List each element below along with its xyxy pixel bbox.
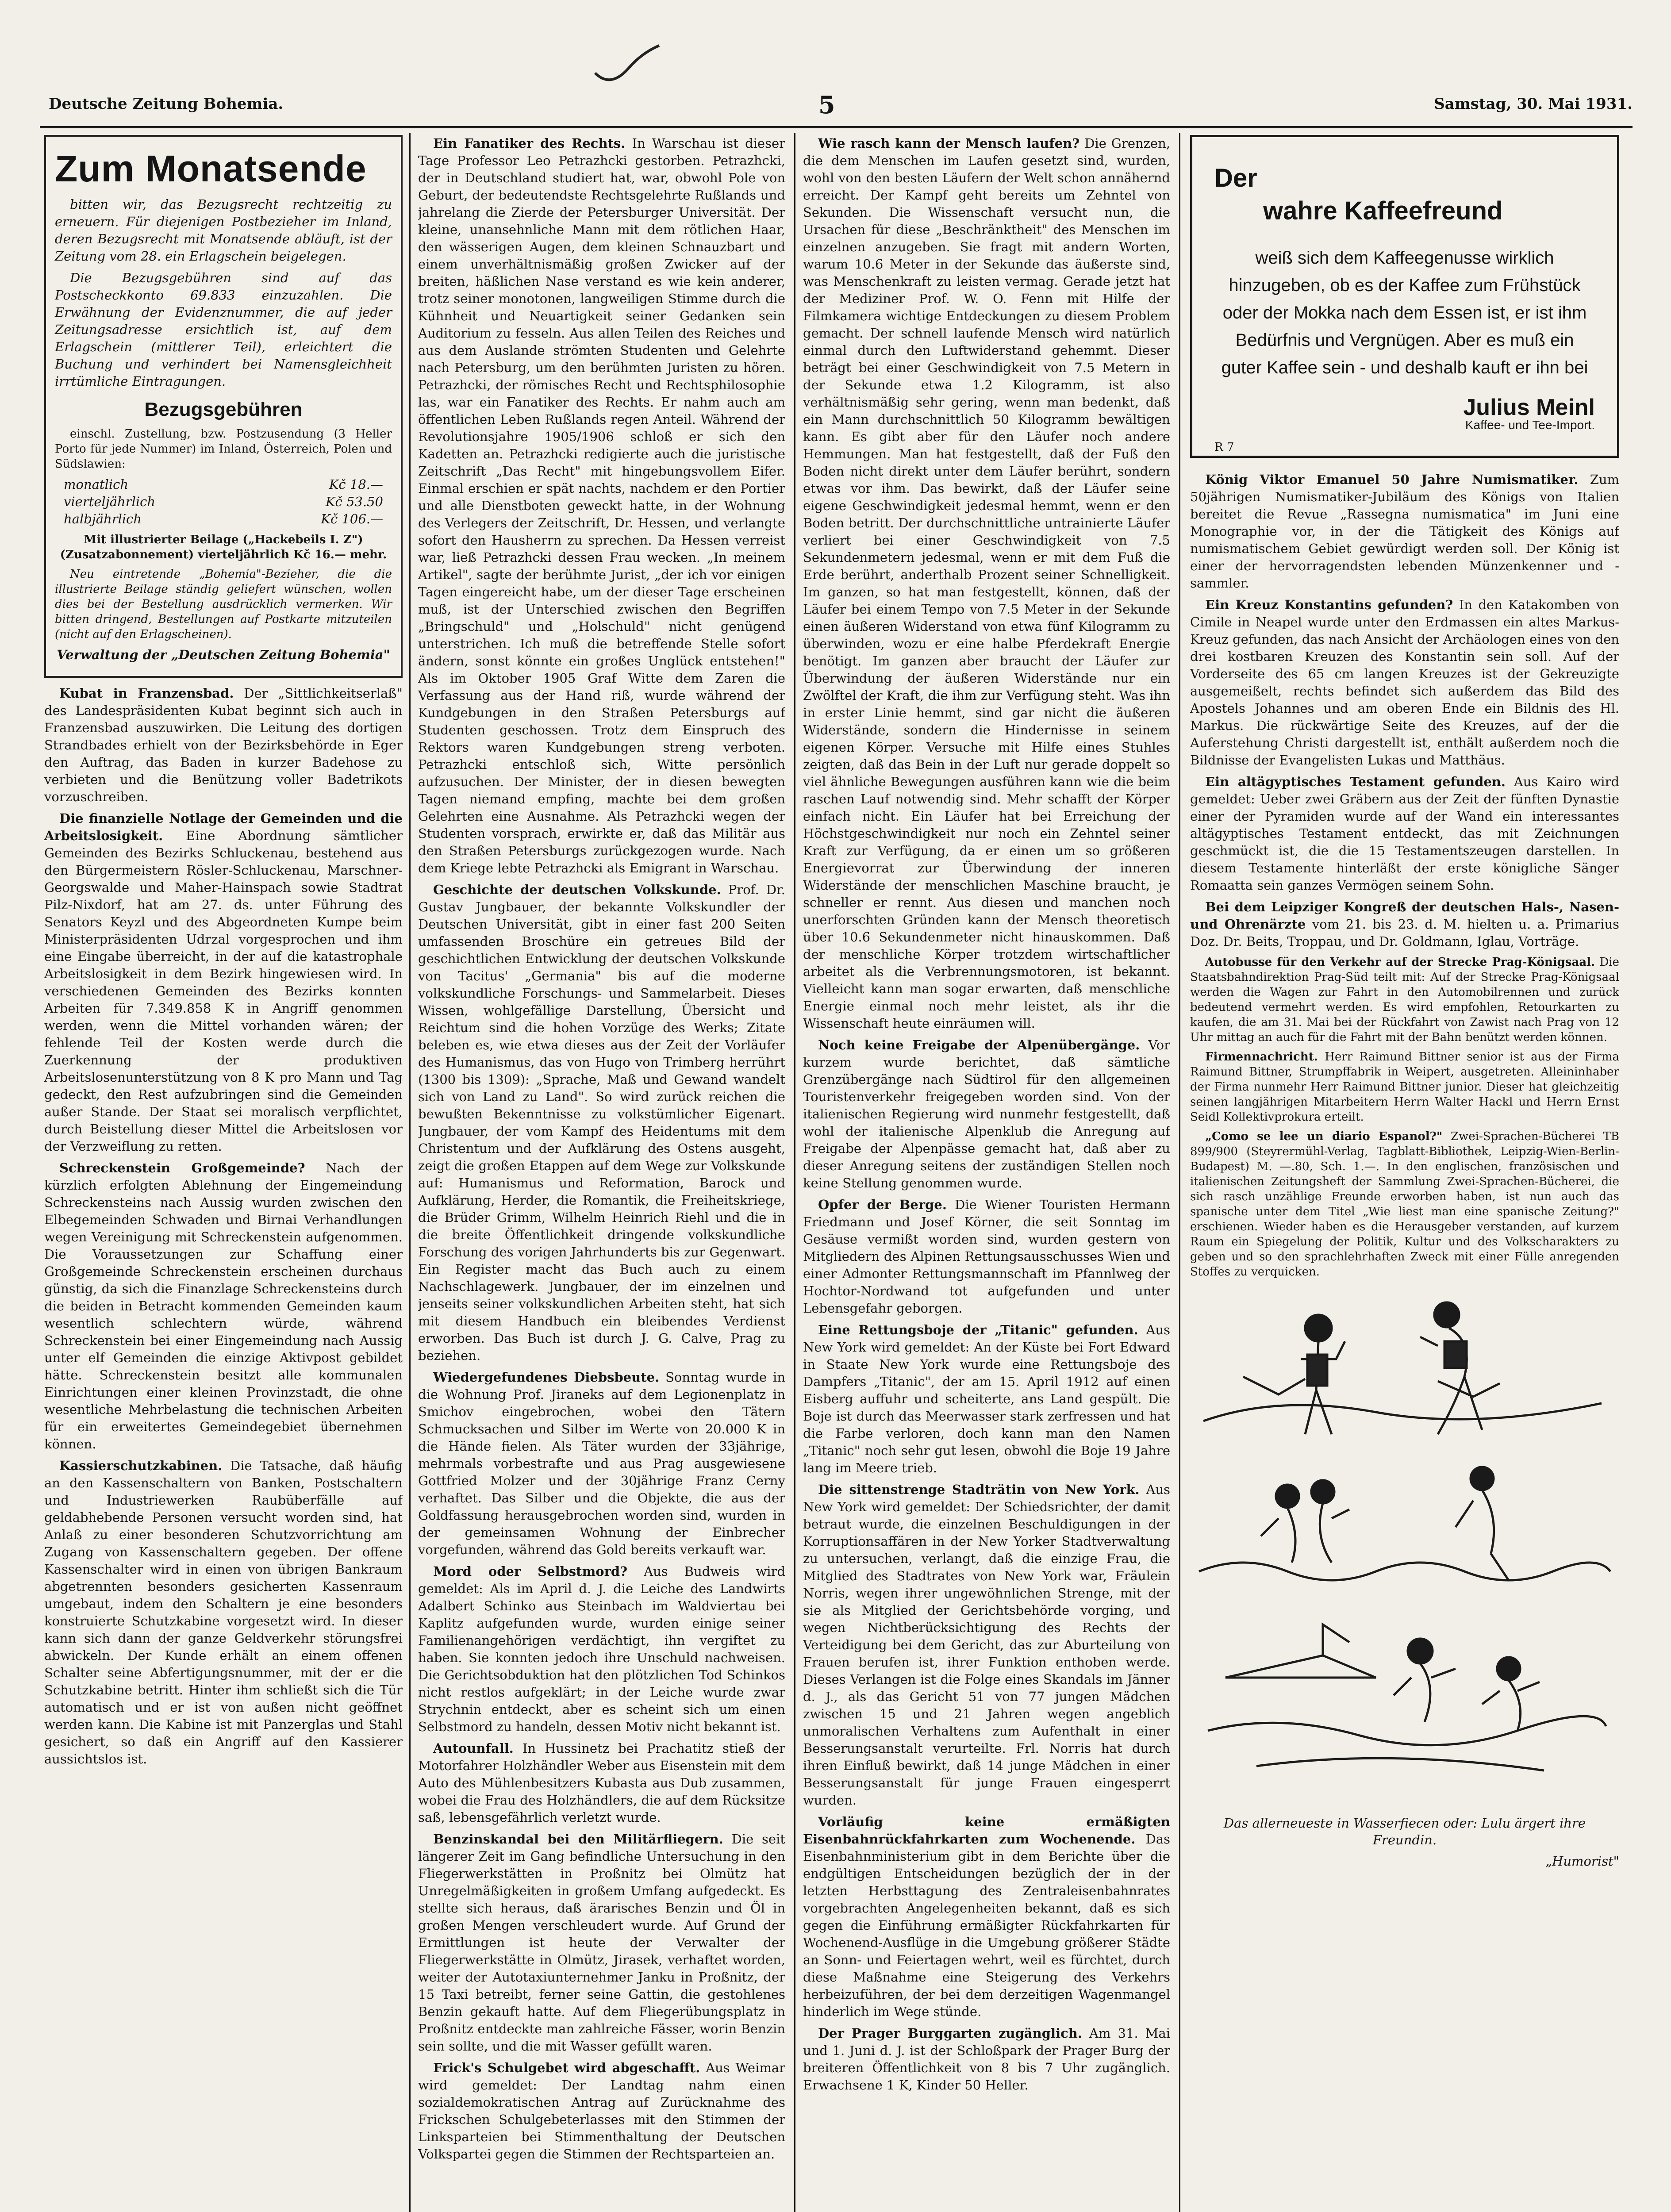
pencil-mark-icon [593, 42, 664, 91]
article: Eine Rettungsboje der „Titanic" gefunden. Aus New York wird gemeldet: An der Küste bei Fort Edward in Staate New York wurde eine Rettungsboje des Dampfers „Titanic", der am 15. April 1912 auf einen Eisberg auffuhr und scheiterte, ans Land gespült. Die Boje ist durch das Meerwasser stark zerfressen und hat die Farbe verloren, doch kann man den Namen „Titanic" noch sehr gut lesen, obwohl die Boje 19 Jahre lang im Meere trieb. [803, 1322, 1170, 1475]
cartoon-source: „Humorist" [1545, 1854, 1619, 1869]
fees-title: Bezugsgebühren [144, 399, 303, 420]
administration-signature: Verwaltung der „Deutschen Zeitung Bohemia" [57, 647, 390, 662]
issue-date: Samstag, 30. Mai 1931. [1434, 95, 1633, 113]
article: Bei dem Leipziger Kongreß der deutschen Hals-, Nasen- und Ohrenärzte vom 21. bis 23. d. M. hielten u. a. Primarius Doz. Dr. Beits, Troppau, und Dr. Goldmann, Iglau, Vorträge. [1190, 899, 1619, 949]
cartoon-illustration [1190, 1288, 1619, 1869]
notice-intro: bitten wir, das Bezugsrecht rechtzeitig zu erneuern. Für diejenigen Postbezieher im Inland, deren Bezugsrecht mit Monatsende abläuft, ist der Zeitung vom 28. ein Erlagschein beigelegen. [55, 197, 392, 264]
article: Noch keine Freigabe der Alpenübergänge. Vor kurzem wurde berichtet, daß sämtliche Grenzübergänge nach Südtirol für den allgemeinen Touristenverkehr freigegeben worden sind. Von der italienischen Regierung wird nunmehr festgestellt, daß wohl der italienische Alpenklub die Anregung auf Freigabe der Alpenpässe gemacht hat, daß aber zu dieser Anregung seitens der zuständigen Stellen noch keine Stellung genommen wurde. [803, 1037, 1170, 1190]
column-4 [1190, 135, 1619, 2212]
article: Opfer der Berge. Die Wiener Touristen Hermann Friedmann und Josef Körner, die seit Sonntag im Gesäuse vermißt worden sind, wurden gestern von Mitgliedern des Alpinen Rettungsausschusses Wien und einer Admonter Rettungsmannschaft im Pfannlweg der Hochtor-Nordwand tot aufgefunden und unter Lebensgefahr geborgen. [803, 1197, 1170, 1316]
new-subscribers-note: Neu eintretende „Bohemia"-Bezieher, die die illustrierte Beilage ständig geliefert wünschen, wollen dies bei der Bestellung ausdrücklich vermerken. Wir bitten dringend, Bestellungen auf Postkarte mitzuteilen (nicht auf den Erlagscheinen). [55, 568, 392, 641]
ad-company-sub: Kaffee- und Tee-Import. [1465, 418, 1595, 432]
notice-title: Zum Monatsende [55, 148, 367, 189]
column-rule [794, 133, 795, 2212]
article: Vorläufig keine ermäßigten Eisenbahnrückfahrkarten zum Wochenende. Das Eisenbahnministerium gibt in dem Berichte über die endgültigen Entscheidungen bezüglich der in der letzten Herbsttagung des Zentraleisenbahnrates vorgebrachten Angelegenheiten bekannt, daß es sich gegen die Einführung ermäßigter Rückfahrkarten für Wochenend-Ausflüge in die Umgebung größerer Städte an Sonn- und Feiertagen wehrt, weil es fürchtet, durch diese Maßnahme eine Steigerung des Verkehrs herbeizuführen, der bei dem derzeitigen Wagenmangel hinderlich im Wege stünde. [803, 1814, 1170, 2019]
article: „Como se lee un diario Espanol?" Zwei-Sprachen-Bücherei TB 899/900 (Steyrermühl-Verlag, Tagblatt-Bibliothek, Leipzig-Wien-Berlin-Budapest) M. —.80, Sch. 1.—. In den englischen, französischen und italienischen Zeitungsheft der Sammlung Zwei-Sprachen-Bücherei, die sich rasch unzählige Freunde erworben haben, ist nun auch das spanische unter dem Titel „Wie liest man eine spanische Zeitung?" erschienen. Wieder haben es die Herausgeber verstanden, auf kurzem Raum ein Spiegelung der Politik, Kultur und des Volkscharakters zu geben und so den sprachlehrhaften Zweck mit einer Fülle anregenden Stoffes zu verquicken. [1190, 1130, 1619, 1279]
article: Ein Kreuz Konstantins gefunden? In den Katakomben von Cimile in Neapel wurde unter den Erdmassen ein altes Markus-Kreuz gefunden, das nach Ansicht der Archäologen eines von den drei kostbaren Kreuzen des Konstantin sein soll. Auf der Vorderseite des 65 cm langen Kreuzes ist der Gekreuzigte ausgemeißelt, rechts befindet sich außerdem das Bild des Apostels Johannes und am oberen Ende ein Bildnis des Hl. Markus. Die rückwärtige Seite des Kreuzes, auf der die Auferstehung Christi dargestellt ist, enthält außerdem noch die Bildnisse der Evangelisten Lukas und Matthäus. [1190, 597, 1619, 768]
column-2 [418, 135, 785, 2212]
ad-title-line1: Der [1214, 164, 1257, 192]
fee-row: monatlich Kč 18.— [64, 477, 383, 492]
article: Autobusse für den Verkehr auf der Strecke Prag-Königsaal. Die Staatsbahndirektion Prag-Süd teilt mit: Auf der Strecke Prag-Königsaal werden die Wagen zur Fahrt in den Automobilrennen und zurück bedeutend vermehrt werden. Es wird empfohlen, Retourkarten zu kaufen, die am 31. Mai bei der Rückfahrt von Zawist nach Prag von 12 Uhr mittag an auch für die Fahrt mit der Bahn benützt werden können. [1190, 956, 1619, 1044]
column-1 [44, 135, 403, 2212]
article: Autounfall. In Hussinetz bei Prachatitz stieß der Motorfahrer Holzhändler Weber aus Eisenstein mit dem Auto des Mühlenbesitzers Kubasta aus Dub zusammen, wobei die Frau des Holzhändlers, die auf dem Rücksitze saß, lebensgefährlich verletzt wurde. [418, 1741, 785, 1825]
article: Geschichte der deutschen Volkskunde. Prof. Dr. Gustav Jungbauer, der bekannte Volkskundler der Deutschen Universität, gibt in einer fast 200 Seiten umfassenden Broschüre ein getreues Bild der geschichtlichen Entwicklung der deutschen Volkskunde von Tacitus' „Germania" bis auf die moderne volkskundliche Forschungs- und Sammelarbeit. Dieses Wissen, wohlgefällige Darstellung, Übersicht und Reichtum sind die hohen Vorzüge des Werks; Zitate beleben es, wie etwa dieses aus der Zeit der Vorläufer des Humanismus, das von Hugo von Trimberg herrührt (1300 bis 1309): „Sprache, Maß und Gewand wandelt sich von Land zu Land". So wird zurück reichen die bewußten Bekenntnisse zu volkstümlicher Eigenart. Jungbauer, der vom Kampf des Heidentums mit dem Christentum und der Aufklärung des Ostens ausgeht, zeigt die großen Etappen auf dem Wege zur Volkskunde auf: Humanismus und Reformation, Barock und Aufklärung, Herder, die Romantik, die Freiheitskriege, die Brüder Grimm, Wilhelm Heinrich Riehl und die in die breite Öffentlichkeit dringende volkskundliche Forschung des vorigen Jahrhunderts bis zur Gegenwart. Ein Register macht das Buch auch zu einem Nachschlagewerk. Jungbauer, der im einzelnen und jenseits seiner volkskundlichen Arbeiten steht, hat sich mit diesem Handbuch ein bleibendes Verdienst erworben. Das Buch ist durch J. G. Calve, Prag zu beziehen. [418, 882, 785, 1363]
article: Benzinskandal bei den Militärfliegern. Die seit längerer Zeit im Gang befindliche Untersuchung in den Fliegerwerkstätten in Proßnitz bei Olmütz hat Unregelmäßigkeiten in großem Umfang aufgedeckt. Es stellte sich heraus, daß ärarisches Benzin und Öl in großen Mengen verschleudert wurde. Auf Grund der Ermittlungen ist heute der Verwalter der Fliegerwerkstätte in Olmütz, Jirasek, verhaftet worden, weiter der Autotaxiunternehmer Janku in Proßnitz, der 15 Taxi betreibt, ferner seine Gattin, die gestohlenes Benzin gekauft hatte. Auf dem Fliegerübungsplatz in Proßnitz entdeckte man zahlreiche Fässer, worin Benzin sein sollte, und die mit Wasser gefüllt waren. [418, 1832, 785, 2054]
cartoon-caption: Das allerneueste in Wasserfiecen oder: Lulu ärgert ihre Freundin. [1223, 1816, 1586, 1847]
notice-para: Die Bezugsgebühren sind auf das Postscheckkonto 69.833 einzuzahlen. Die Erwähnung der Evidenznummer, die auf jeder Zeitungsadresse ersichtlich ist, auf dem Erlagschein (mittlerer Teil), erleichtert die Buchung und verhindert bei Namensgleichheit irrtümliche Eintragungen. [55, 270, 392, 389]
column-rule [1179, 133, 1180, 2212]
fee-row: vierteljährlich Kč 53.50 [64, 494, 383, 509]
header-rule [40, 126, 1633, 128]
beach-cartoon-icon [1190, 1288, 1615, 1806]
ad-title-line2: wahre Kaffeefreund [1263, 196, 1503, 225]
article: Die finanzielle Notlage der Gemeinden und die Arbeitslosigkeit. Eine Abordnung sämtlicher Gemeinden des Bezirks Schluckenau, bestehend aus den Bürgermeistern Rösler-Schluckenau, Marschner-Georgswalde und Maher-Hainspach sowie Stadtrat Pilz-Nixdorf, hat am 27. ds. unter Führung des Senators Keyzl und des Abgeordneten Kumpe beim Ministerpräsidenten Udrzal vorgesprochen und ihm eine Eingabe überreicht, in der auf die katastrophale Arbeitslosigkeit in dem Bezirk hingewiesen wird. In verschiedenen Gemeinden des Bezirks konnten Arbeiten für 7.349.858 K in Angriff genommen werden, wenn die Mittel vorhanden wären; der fehlende Teil der Kosten werde durch die Zuerkennung der produktiven Arbeitslosenunterstützung von 8 K pro Mann und Tag gedeckt, den Rest aufzubringen sind die Gemeinden außer Stande. Der Staat sei moralisch verpflichtet, durch Beistellung dieser Mittel die Arbeitslosen vor der Verzweiflung zu retten. [44, 811, 403, 1154]
coffee-advertisement [1190, 135, 1619, 458]
page-number: 5 [818, 91, 835, 119]
article: Kassierschutzkabinen. Die Tatsache, daß häufig an den Kassenschaltern von Banken, Postschaltern und Industriewerken Raubüberfälle auf geldabhebende Personen versucht worden sind, hat Anlaß zu einer besonderen Schutzvorrichtung am Zugang von Kassenschaltern gegeben. Der offene Kassenschalter wird in einen von übrigen Bankraum abgetrennten besonders gesicherten Kassenraum umgebaut, indem den Schaltern je eine besonders konstruierte Schutzkabine vorgesetzt wird. In dieser kann sich dann der ganze Geldverkehr störungsfrei abwickeln. Der Kunde erhält an einem offenen Schalter seine Abfertigungsnummer, mit der er die Schutzkabine betritt. Hinter ihm schließt sich die Tür automatisch und er ist von außen nicht geöffnet werden kann. Die Kabine ist mit Panzerglas und Stahl gesichert, so daß ein Angriff auf den Kassierer aussichtslos ist. [44, 1458, 403, 1767]
page-header [40, 91, 1633, 126]
article: Firmennachricht. Herr Raimund Bittner senior ist aus der Firma Raimund Bittner, Strumpffabrik in Weipert, ausgetreten. Alleininhaber der Firma nunmehr Herr Raimund Bittner junior. Dieser hat gleichzeitig seinen langjährigen Mitarbeitern Herrn Walter Hackl und Herrn Ernst Seidl Kollektivprokura erteilt. [1190, 1050, 1619, 1124]
ad-company: Julius Meinl [1463, 395, 1595, 420]
subscription-notice [44, 135, 403, 678]
article: König Viktor Emanuel 50 Jahre Numismatiker. Zum 50jährigen Numismatiker-Jubiläum des Königs von Italien bereitet die Revue „Rassegna numismatica" im Juni eine Monographie vor, in der die Tätigkeit des Königs auf numismatischem Gebiet gewürdigt werden soll. Der König ist einer der hervorragendsten lebenden Münzenkenner und -sammler. [1190, 472, 1619, 591]
paper-name: Deutsche Zeitung Bohemia. [49, 95, 284, 113]
article: Wiedergefundenes Diebsbeute. Sonntag wurde in die Wohnung Prof. Jiraneks auf dem Legionenplatz in Smichov eingebrochen, wobei den Tätern Schmucksachen und Silber im Werte von 20.000 K in die Hände fielen. Als Täter wurden der 33jährige, mehrmals vorbestrafte und aus Prag ausgewiesene Gottfried Molzer und der 30jährige Franz Cerny verhaftet. Das Silber und die Objekte, die aus der Goldfassung herausgebrochen worden sind, wurden in der gemeinsamen Wohnung der Einbrecher vorgefunden, während das Gold bereits verkauft war. [418, 1370, 785, 1557]
column-rule [409, 133, 411, 2212]
column-3 [803, 135, 1170, 2212]
article: Der Prager Burggarten zugänglich. Am 31. Mai und 1. Juni d. J. ist der Schloßpark der Prager Burg der breiteren Öffentlichkeit von 8 bis 7 Uhr zugänglich. Erwachsene 1 K, Kinder 50 Heller. [803, 2026, 1170, 2093]
ad-body: weiß sich dem Kaffeegenusse wirklich hinzugeben, ob es der Kaffee zum Frühstück oder der Mokka nach dem Essen ist, er ist ihm Bedürfnis und Vergnügen. Aber es muß ein guter Kaffee sein - und deshalb kauft er ihn bei [1221, 248, 1588, 377]
article: Wie rasch kann der Mensch laufen? Die Grenzen, die dem Menschen im Laufen gesetzt sind, wurden, wohl von den besten Läufern der Welt schon annähernd erreicht. Der Kampf geht bereits um Zehntel von Sekunden. Die Wissenschaft versucht nun, die Ursachen für diese „Beschränktheit" des Menschen im einzelnen anzugeben. Sie fragt mit andern Worten, warum 10.6 Meter in der Sekunde das äußerste sind, was Menschenkraft zu leisten vermag. Gerade jetzt hat der Mediziner Prof. W. O. Fenn mit Hilfe der Filmkamera wichtige Entdeckungen zu diesem Problem gemacht. Der schnell laufende Mensch wird natürlich einmal durch den Luftwiderstand gehemmt. Dieser beträgt bei einer Geschwindigkeit von 7.5 Metern in der Sekunde etwa 1.2 Kilogramm, ist also verhältnismäßig sehr gering, wenn man bedenkt, daß ein Mann durchschnittlich 50 Kilogramm bewältigen kann. Es gibt aber für den Läufer noch andere Hemmungen. Man hat festgestellt, daß der Fuß den Boden nicht direkt unter dem Läufer berührt, sondern etwas vor ihm. Das bewirkt, daß der Läufer seine eigene Geschwindigkeit jedesmal hemmt, wenn er den Boden betritt. Der durchschnittliche untrainierte Läufer verliert bei einer Geschwindigkeit von 7.5 Sekundenmetern jedesmal, wenn er mit dem Fuß die Erde berührt, anderthalb Prozent seiner Schnelligkeit. Im ganzen, so hat man festgestellt, können, daß der Läufer bei einem Tempo von 7.5 Meter in der Sekunde einen äußeren Widerstand von etwa fünf Kilogramm zu überwinden, wozu er eine halbe Pferdekraft Energie benötigt. Im ganzen aber braucht der Läufer zur Überwindung der äußeren Widerstände nur ein Zwölftel der Kraft, die ihm zur Verfügung steht. Was ihn in erster Linie hemmt, sind gar nicht die äußeren Widerstände, sondern die Hindernisse in seinem eigenen Körper. Versuche mit Hilfe eines Stuhles zeigten, daß das Bein in der Luft nur gerade doppelt so viel ähnliche Bewegungen ausführen kann wie die beim raschen Lauf notwendig sind. Mehr schafft der Körper einfach nicht. Ein Läufer hat bei Erreichung der Höchstgeschwindigkeit nur noch ein Zehntel seiner Kraft zur Verfügung, da er einen um so größeren Energievorrat zur Überwindung der inneren Widerstände der menschlichen Maschine braucht, je schneller er rennt. Aus diesen und manchen noch unerforschten Gründen kann der Mensch theoretisch über 10.6 Sekundenmeter nicht hinauskommen. Daß der menschliche Körper trotzdem wirtschaftlicher arbeitet als die Verbrennungsmotoren, ist bekannt. Vielleicht kann man sogar erwarten, daß menschliche Energie einmal noch mehr leistet, als ihr die Wissenschaft heute einräumen will. [803, 136, 1170, 1031]
supplement-note: Mit illustrierter Beilage („Hackebeils I. Z") (Zusatzabonnement) vierteljährlich Kč 16.— mehr. [60, 533, 387, 561]
article: Ein altägyptisches Testament gefunden. Aus Kairo wird gemeldet: Ueber zwei Gräbern aus der Zeit der fünften Dynastie einer der Pyramiden wurde auf der Wand ein interessantes altägyptisches Testament entdeckt, das mit Zeichnungen geschmückt ist, die die 15 Testamentszeugen darstellen. In diesem Testamente hinterläßt der erste königliche Sänger Romaatta sein ganzes Vermögen seinem Sohn. [1190, 774, 1619, 893]
article: Frick's Schulgebet wird abgeschafft. Aus Weimar wird gemeldet: Der Landtag nahm einen sozialdemokratischen Antrag auf Zurücknahme des Frickschen Schulgebeterlasses mit den Stimmen der Linksparteien bei Stimmenthaltung der Deutschen Volkspartei gegen die Stimmen der Rechtsparteien an. [418, 2060, 785, 2162]
article: Kubat in Franzensbad. Der „Sittlichkeitserlaß" des Landespräsidenten Kubat beginnt sich auch in Franzensbad auszuwirken. Die Leitung des dortigen Strandbades erhielt von der Bezirksbehörde in Eger den Auftrag, das Baden in kurzer Badehose zu verbieten und die Benützung voller Badetrikots vorzuschreiben. [44, 686, 403, 804]
article: Die sittenstrenge Stadträtin von New York. Aus New York wird gemeldet: Der Schiedsrichter, der damit betraut wurde, die einzelnen Beschuldigungen in der Korruptionsaffären in der New Yorker Stadtverwaltung zu untersuchen, verlangt, daß die einzige Frau, die Mitglied des Stadtrates von New York war, Fräulein Norris, wegen ihrer ungewöhnlichen Strenge, mit der sie als Mitglied der Gerichtsbehörde vorging, und wegen Nichtberücksichtigung des Rechts der Verteidigung bei dem Gericht, das zur Aburteilung von Frauen berufen ist, ihrer Funktion enthoben werde. Dieses Verlangen ist die Folge eines Skandals im Jänner d. J., als das Gericht 51 von 77 jungen Mädchen zwischen 15 und 21 Jahren wegen angeblich unmoralischen Verhaltens zum Aufenthalt in einer Besserungsanstalt verurteilte. Frl. Norris hat durch ihren Einfluß bewirkt, daß 14 junge Mädchen in einer Besserungsanstalt für junge Frauen eingesperrt wurden. [803, 1482, 1170, 1808]
article: Mord oder Selbstmord? Aus Budweis wird gemeldet: Als im April d. J. die Leiche des Landwirts Adalbert Schinko aus Steinbach im Waldviertau bei Kaplitz aufgefunden wurde, wurden einige seiner Familienangehörigen verdächtigt, ihn vergiftet zu haben. Sie konnten jedoch ihre Unschuld nachweisen. Die Gerichtsobduktion hat den plötzlichen Tod Schinkos nicht restlos aufgeklärt; in der Leiche wurde zwar Strychnin entdeckt, aber es scheint sich um einen Selbstmord zu handeln, dessen Motiv nicht bekannt ist. [418, 1564, 785, 1734]
article: Schreckenstein Großgemeinde? Nach der kürzlich erfolgten Ablehnung der Eingemeindung Schreckensteins nach Aussig wurden zwischen den Elbegemeinden Schwaden und Birnai Verhandlungen wegen Vereinigung mit Schreckenstein aufgenommen. Die Voraussetzungen zur Schaffung einer Großgemeinde Schreckenstein erscheinen durchaus günstig, da sich die Finanzlage Schreckensteins durch die beiden in Betracht kommenden Gemeinden kaum wesentlich schlechtern würde, während Schreckenstein bei einer Eingemeindung nach Aussig unter elf Gemeinden die einzige Aktivpost gebildet hätte. Schreckenstein besitzt alle kommunalen Einrichtungen einer kleinen Provinzstadt, die ohne wesentliche Mehrbelastung die technischen Arbeiten für ein erweitertes Gemeindegebiet übernehmen können. [44, 1160, 403, 1452]
fee-row: halbjährlich Kč 106.— [64, 511, 383, 526]
article: Ein Fanatiker des Rechts. In Warschau ist dieser Tage Professor Leo Petrazhcki gestorben. Petrazhcki, der in Deutschland studiert hat, war, obwohl Pole von Geburt, der bedeutendste Rechtsgelehrte Rußlands und jahrelang die Zierde der Petersburger Universität. Der kleine, unansehnliche Mann mit dem rötlichen Haar, den wässerigen Augen, dem kleinen Schnauzbart und einem unverhältnismäßig großen Zwicker auf der breiten, häßlichen Nase verstand es wie kein anderer, trotz seiner monotonen, langweiligen Stimme durch die Kühnheit und Neuartigkeit seiner Gedanken sein Auditorium zu fesseln. Aus allen Teilen des Reiches und aus dem Auslande strömten Studenten und Gelehrte nach Petersburg, um den berühmten Juristen zu hören. Petrazhcki, der römisches Recht und Rechtsphilosophie las, war ein Fanatiker des Rechts. Er nahm auch am öffentlichen Leben Rußlands regen Anteil. Während der Revolutionsjahre 1905/1906 schloß er sich den Kadetten an. Petrazhcki redigierte auch die juristische Zeitschrift „Das Recht" mit hingebungsvollem Eifer. Einmal erschien er spät nachts, nachdem er den Portier und alle Dienstboten geweckt hatte, in der Wohnung des Verlegers der Zeitschrift, Dr. Hessen, und verlangte sofort den Hausherrn zu sprechen. Da Hessen verreist war, ließ Petrazhcki dessen Frau wecken. „In meinem Artikel", sagte der berühmte Jurist, „der ich vor einigen Tagen eingereicht habe, um der dieser Tage erscheinen muß, ist der Unterschied zwischen den Begriffen „Bringschuld" und „Holschuld" nicht genügend unterstrichen. Ich muß die betreffende Stelle sofort ändern, sonst könnte ein großes Unglück entstehen!" Als im Oktober 1905 Graf Witte dem Zaren die Verfassung aus der Hand riß, wurde während der Kundgebungen in den Straßen Petersburgs auf Studenten geschossen. Trotz dem Einspruch des Rektors waren Kundgebungen streng verboten. Petrazhcki entschloß sich, Witte persönlich aufzusuchen. Der Minister, der in diesen bewegten Tagen niemand empfing, machte bei dem großen Gelehrten eine Ausnahme. Als Petrazhcki wegen der Studenten vorsprach, erwirkte er, daß das Militär aus den Straßen Petersburgs zurückgezogen wurde. Nach dem Kriege lebte Petrazhcki als Emigrant in Warschau. [418, 136, 785, 876]
fees-note: einschl. Zustellung, bzw. Postzusendung (3 Heller Porto für jede Nummer) im Inland, Österreich, Polen und Südslawien: [55, 427, 392, 471]
ad-code: R 7 [1214, 441, 1234, 454]
